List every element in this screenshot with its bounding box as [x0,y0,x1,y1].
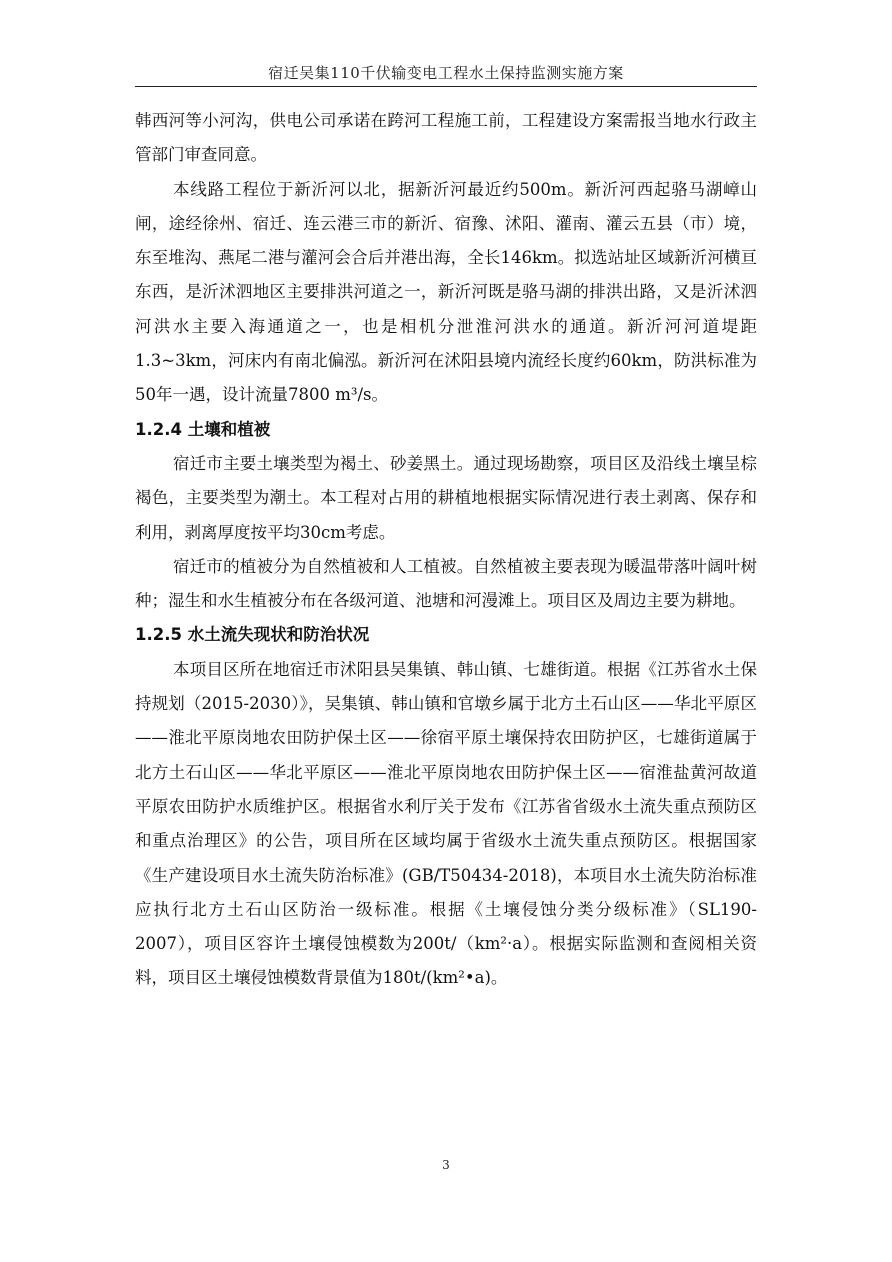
running-header: 宿迁吴集110千伏输变电工程水土保持监测实施方案 [268,64,624,82]
page-number: 3 [442,1158,450,1172]
document-body [135,104,757,996]
paragraph-xinyi-river: 本线路工程位于新沂河以北，据新沂河最近约500m。新沂河西起骆马湖嶂山闸，途经徐州、宿迁、连云港三市的新沂、宿豫、沭阳、灌南、灌云五县（市）境，东至堆沟、燕尾二港与灌河会合后并港出海，全长146km。拟选站址区域新沂河横亘东西，是沂沭泗地区主要排洪河道之一，新沂河既是骆马湖的排洪出路，又是沂沭泗河洪水主要入海通道之一，也是相机分泄淮河洪水的通道。新沂河河道堤距1.3~3km，河床内有南北偏泓。新沂河在沭阳县境内流经长度约60km，防洪标准为50年一遇，设计流量7800 m³/s。 [135,179,757,405]
paragraph-continued: 韩西河等小河沟，供电公司承诺在跨河工程施工前，工程建设方案需报当地水行政主管部门审查同意。 [135,111,757,165]
section-heading-soil-vegetation: 1.2.4 土壤和植被 [135,419,271,439]
section-heading-soil-erosion: 1.2.5 水土流失现状和防治状况 [135,625,370,645]
header-divider [135,86,757,87]
paragraph-soil: 宿迁市主要土壤类型为褐土、砂姜黑土。通过现场勘察，项目区及沿线土壤呈棕褐色，主要类型为潮土。本工程对占用的耕植地根据实际情况进行表土剥离、保存和利用，剥离厚度按平均30cm考虑。 [135,453,757,542]
paragraph-soil-erosion: 本项目区所在地宿迁市沭阳县吴集镇、韩山镇、七雄街道。根据《江苏省水土保持规划（2015-2030）》，吴集镇、韩山镇和官墩乡属于北方土石山区——华北平原区——淮北平原岗地农田防护保土区——徐宿平原土壤保持农田防护区，七雄街道属于北方土石山区——华北平原区——淮北平原岗地农田防护保土区——宿淮盐黄河故道平原农田防护水质维护区。根据省水利厅关于发布《江苏省省级水土流失重点预防区和重点治理区》的公告，项目所在区域均属于省级水土流失重点预防区。根据国家《生产建设项目水土流失防治标准》(GB/T50434-2018)，本项目水土流失防治标准应执行北方土石山区防治一级标准。根据《土壤侵蚀分类分级标准》（SL190-2007），项目区容许土壤侵蚀模数为200t/（km²·a）。根据实际监测和查阅相关资料，项目区土壤侵蚀模数背景值为180t/(km²•a)。 [135,659,757,988]
paragraph-vegetation: 宿迁市的植被分为自然植被和人工植被。自然植被主要表现为暖温带落叶阔叶树种；湿生和水生植被分布在各级河道、池塘和河漫滩上。项目区及周边主要为耕地。 [135,556,757,611]
